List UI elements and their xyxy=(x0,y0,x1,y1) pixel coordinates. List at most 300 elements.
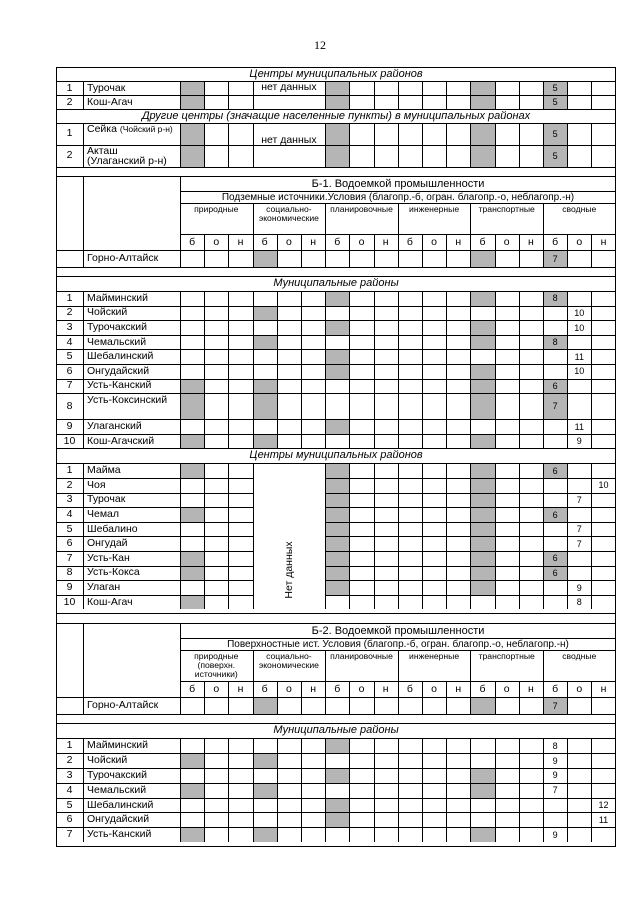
grid-line-v xyxy=(349,798,350,813)
grid-line-v xyxy=(519,812,520,827)
grid-line-v xyxy=(422,738,423,753)
block-title: Б-1. Водоемкой промышленности xyxy=(311,178,485,190)
grid-line-v xyxy=(519,306,520,321)
grid-line-v xyxy=(398,522,399,537)
shaded-cell xyxy=(471,292,494,306)
summary-value: 7 xyxy=(576,524,582,535)
grid-line-v xyxy=(83,551,84,566)
grid-line-v xyxy=(325,335,326,350)
grid-line-v xyxy=(446,81,447,95)
grid-line-v xyxy=(543,478,544,493)
row-name-note: (Чойский р-н) xyxy=(119,124,173,134)
grid-line-v xyxy=(83,393,84,419)
grid-line-v xyxy=(301,768,302,783)
grid-line-v xyxy=(591,250,592,267)
grid-line-v xyxy=(495,393,496,419)
row-name xyxy=(87,146,178,168)
grid-line-v xyxy=(398,393,399,419)
grid-line-v xyxy=(519,566,520,581)
row-name: Усть-Канский xyxy=(87,379,152,392)
section-title: Центры муниципальных районов xyxy=(249,67,423,80)
row-name: Турочак xyxy=(87,81,126,94)
condition-letter: о xyxy=(576,236,583,248)
grid-line-v xyxy=(398,595,399,610)
shaded-cell xyxy=(254,251,277,267)
summary-value: 8 xyxy=(552,293,558,304)
grid-line-v xyxy=(349,393,350,419)
summary-value: 5 xyxy=(552,83,558,93)
summary-value: 6 xyxy=(552,380,558,391)
grid-line-v xyxy=(253,738,254,753)
grid-line-v xyxy=(422,580,423,595)
grid-line-v xyxy=(495,783,496,798)
grid-line-v xyxy=(519,123,520,145)
summary-value: 9 xyxy=(576,436,582,447)
grid-line-v xyxy=(398,434,399,449)
grid-line-v xyxy=(180,320,181,335)
shaded-cell xyxy=(471,769,494,783)
grid-line-v xyxy=(204,551,205,566)
grid-line-v xyxy=(228,551,229,566)
condition-letter: н xyxy=(237,236,244,248)
grid-line-v xyxy=(519,393,520,419)
row-number: 4 xyxy=(66,508,73,520)
section-title: Другие центры (значащие населенные пункты) в муниципальных районах xyxy=(141,109,531,122)
grid-line-v xyxy=(495,306,496,321)
summary-value: 7 xyxy=(576,494,582,505)
grid-line-v xyxy=(228,580,229,595)
summary-value: 10 xyxy=(574,307,585,318)
grid-line-v xyxy=(204,364,205,379)
group-header: сводные xyxy=(562,651,597,662)
grid-line-v xyxy=(567,507,568,522)
grid-line-v xyxy=(374,798,375,813)
grid-line-v xyxy=(398,81,399,95)
shaded-cell xyxy=(326,813,349,827)
group-header: планировочные xyxy=(330,651,393,662)
summary-value: 5 xyxy=(552,151,558,161)
grid-line-v xyxy=(591,507,592,522)
section-title: Центры муниципальных районов xyxy=(249,449,423,462)
row-number: 1 xyxy=(66,464,73,477)
grid-line-v xyxy=(180,335,181,350)
grid-line-v xyxy=(349,827,350,842)
grid-line-v xyxy=(422,123,423,145)
row-number: 5 xyxy=(66,798,73,811)
condition-letter: о xyxy=(358,236,365,248)
grid-line-v xyxy=(543,798,544,813)
row-number: 1 xyxy=(66,127,73,139)
grid-line-v xyxy=(301,827,302,842)
section-title: Муниципальные районы xyxy=(273,724,399,737)
shaded-cell xyxy=(326,124,349,145)
grid-line-v xyxy=(277,335,278,350)
grid-line-v xyxy=(422,507,423,522)
shaded-cell xyxy=(471,552,494,566)
grid-line-v xyxy=(301,250,302,267)
grid-line-v xyxy=(495,320,496,335)
grid-line-v xyxy=(591,434,592,449)
grid-line-v xyxy=(398,250,399,267)
grid-line-v xyxy=(591,81,592,95)
grid-line-v xyxy=(446,349,447,364)
grid-line-v xyxy=(83,783,84,798)
grid-line-v xyxy=(591,320,592,335)
grid-line-v xyxy=(446,738,447,753)
grid-line-v xyxy=(204,419,205,434)
grid-line-v xyxy=(398,738,399,753)
grid-line-v xyxy=(446,379,447,394)
grid-line-v xyxy=(422,812,423,827)
grid-line-v xyxy=(374,738,375,753)
summary-value: 11 xyxy=(598,814,609,825)
condition-letter: о xyxy=(503,683,510,696)
condition-letter: б xyxy=(334,683,341,696)
grid-line-v xyxy=(567,768,568,783)
grid-line-v xyxy=(374,463,375,478)
table-border-bottom xyxy=(56,846,616,847)
grid-line-v xyxy=(374,783,375,798)
grid-line-v xyxy=(422,349,423,364)
grid-line-v xyxy=(591,463,592,478)
grid-line-v xyxy=(83,463,84,478)
grid-line-v xyxy=(446,463,447,478)
grid-line-v xyxy=(277,434,278,449)
grid-line-v xyxy=(470,738,471,753)
row-name-main: Сейка xyxy=(87,123,120,135)
grid-line-v xyxy=(349,349,350,364)
row-number: 9 xyxy=(66,420,73,432)
grid-line-v xyxy=(495,349,496,364)
grid-line-v xyxy=(325,434,326,449)
condition-letter: б xyxy=(552,683,559,696)
grid-line-v xyxy=(204,812,205,827)
grid-line-v xyxy=(591,753,592,768)
grid-line-v xyxy=(591,566,592,581)
row-number: 8 xyxy=(66,399,73,412)
row-name: Шебалинский xyxy=(87,350,154,363)
row-number: 1 xyxy=(66,81,73,94)
grid-line-v xyxy=(301,306,302,321)
condition-letter: о xyxy=(431,683,438,696)
grid-line-v xyxy=(374,393,375,419)
grid-line-v xyxy=(301,379,302,394)
grid-line-v xyxy=(301,393,302,419)
row-name: Усть-Кокса xyxy=(87,566,140,579)
shaded-cell xyxy=(254,435,277,449)
grid-line-v xyxy=(398,349,399,364)
grid-line-v xyxy=(83,798,84,813)
grid-line-v xyxy=(374,95,375,109)
grid-line-v xyxy=(349,595,350,610)
grid-line-v xyxy=(277,827,278,842)
grid-line-v xyxy=(567,81,568,95)
summary-value: 6 xyxy=(552,567,558,578)
grid-line-v xyxy=(495,827,496,842)
row-number: 7 xyxy=(66,828,73,841)
grid-line-v xyxy=(325,697,326,714)
grid-line-v xyxy=(422,306,423,321)
grid-line-v xyxy=(495,566,496,581)
row-name: Улаганский xyxy=(87,420,142,432)
row-name: Чойский xyxy=(87,306,128,319)
shaded-cell xyxy=(471,96,494,109)
grid-line-v xyxy=(591,493,592,508)
grid-line-v xyxy=(422,95,423,109)
shaded-cell xyxy=(471,567,494,581)
grid-line-v xyxy=(228,522,229,537)
row-number: 7 xyxy=(66,379,73,392)
grid-line-v xyxy=(277,291,278,306)
grid-line-v xyxy=(228,753,229,768)
shaded-cell xyxy=(471,124,494,145)
grid-line-v xyxy=(349,335,350,350)
shaded-cell xyxy=(181,380,204,394)
row-name: Турочак xyxy=(87,493,126,506)
row-number: 3 xyxy=(66,321,73,333)
grid-line-v xyxy=(398,798,399,813)
grid-line-v xyxy=(446,364,447,379)
row-name: Усть-Канский xyxy=(87,828,152,841)
grid-line-v xyxy=(204,738,205,753)
condition-letter: о xyxy=(358,683,365,696)
row-number: 2 xyxy=(66,306,73,319)
row-number: 3 xyxy=(66,768,73,781)
summary-value: 10 xyxy=(574,366,585,377)
grid-line-v xyxy=(398,768,399,783)
grid-line-v xyxy=(180,738,181,753)
grid-line-v xyxy=(301,291,302,306)
summary-value: 9 xyxy=(552,829,558,840)
grid-line-v xyxy=(470,349,471,364)
grid-line-v xyxy=(591,419,592,434)
row-number: 3 xyxy=(66,493,73,506)
shaded-cell xyxy=(471,380,494,394)
grid-line-v xyxy=(591,364,592,379)
row-number: 7 xyxy=(66,551,73,564)
grid-line-v xyxy=(398,463,399,478)
shaded-cell xyxy=(471,464,494,478)
grid-line-v xyxy=(277,783,278,798)
row-name: Усть-Коксинский xyxy=(87,394,168,407)
summary-value: 10 xyxy=(574,322,585,333)
condition-letter: б xyxy=(406,683,413,696)
group-header: природные (поверхн. источники) xyxy=(194,651,239,680)
shaded-cell xyxy=(181,784,204,798)
grid-line-v xyxy=(398,291,399,306)
grid-line-v xyxy=(446,768,447,783)
grid-line-v xyxy=(519,536,520,551)
condition-letter: б xyxy=(552,236,559,248)
summary-value: 9 xyxy=(552,755,558,766)
grid-line-v xyxy=(228,768,229,783)
grid-line-v xyxy=(180,536,181,551)
grid-line-v xyxy=(180,291,181,306)
grid-line-v xyxy=(325,753,326,768)
grid-line-v xyxy=(301,335,302,350)
grid-line-v xyxy=(470,595,471,610)
grid-line-v xyxy=(374,768,375,783)
grid-line-v xyxy=(446,95,447,109)
grid-line-v xyxy=(567,95,568,109)
condition-letter: б xyxy=(261,683,268,696)
grid-line-v xyxy=(301,697,302,714)
grid-line-v xyxy=(83,379,84,394)
grid-line-v xyxy=(325,306,326,321)
grid-line-v xyxy=(495,697,496,714)
grid-line-v xyxy=(301,798,302,813)
grid-line-v xyxy=(228,478,229,493)
grid-line-v xyxy=(495,768,496,783)
grid-line-v xyxy=(567,798,568,813)
grid-line-v xyxy=(204,783,205,798)
grid-line-v xyxy=(349,738,350,753)
grid-line-v xyxy=(228,349,229,364)
grid-line-v xyxy=(374,493,375,508)
grid-line-v xyxy=(349,95,350,109)
grid-line-v xyxy=(398,335,399,350)
row-name: Онгудайский xyxy=(87,813,150,826)
grid-line-v xyxy=(349,536,350,551)
condition-letter: б xyxy=(189,236,196,248)
grid-line-v xyxy=(277,306,278,321)
grid-line-v xyxy=(374,595,375,610)
condition-letter: б xyxy=(479,683,486,696)
grid-line-v xyxy=(567,335,568,350)
summary-value: 11 xyxy=(574,351,584,362)
grid-line-v xyxy=(83,349,84,364)
shaded-cell xyxy=(471,251,494,267)
row-number: 9 xyxy=(66,581,73,593)
grid-line-v xyxy=(253,320,254,335)
grid-line-v xyxy=(398,697,399,714)
grid-line-v xyxy=(422,364,423,379)
grid-line-v xyxy=(567,123,568,145)
grid-line-v xyxy=(446,335,447,350)
row-name: Горно-Алтайск xyxy=(87,699,159,712)
grid-line-h xyxy=(56,267,616,268)
grid-line-v xyxy=(349,753,350,768)
grid-line-v xyxy=(446,320,447,335)
grid-line-v xyxy=(83,827,84,842)
grid-line-v xyxy=(591,551,592,566)
grid-line-v xyxy=(349,379,350,394)
grid-line-v xyxy=(374,335,375,350)
row-number: 5 xyxy=(66,522,73,535)
grid-line-v xyxy=(301,419,302,434)
grid-line-v xyxy=(519,349,520,364)
row-number: 1 xyxy=(66,739,73,752)
grid-line-v xyxy=(83,335,84,350)
grid-line-v xyxy=(567,783,568,798)
grid-line-v xyxy=(349,81,350,95)
grid-line-v xyxy=(519,551,520,566)
grid-line-v xyxy=(349,580,350,595)
grid-line-v xyxy=(83,145,84,167)
grid-line-v xyxy=(495,379,496,394)
group-header: транспортные xyxy=(478,651,535,662)
grid-line-v xyxy=(349,145,350,167)
grid-line-v xyxy=(253,349,254,364)
shaded-cell xyxy=(471,523,494,537)
grid-line-v xyxy=(422,551,423,566)
grid-line-v xyxy=(446,827,447,842)
grid-line-v xyxy=(446,798,447,813)
grid-line-v xyxy=(567,379,568,394)
grid-line-v xyxy=(349,493,350,508)
grid-line-v xyxy=(325,827,326,842)
shaded-cell xyxy=(326,508,349,522)
grid-line-v xyxy=(325,379,326,394)
row-name: Горно-Алтайск xyxy=(87,252,159,264)
grid-line-v xyxy=(422,697,423,714)
grid-line-v xyxy=(591,738,592,753)
row-number: 2 xyxy=(66,754,73,767)
row-number: 6 xyxy=(66,537,73,550)
summary-value: 8 xyxy=(552,337,558,348)
grid-line-v xyxy=(495,536,496,551)
grid-line-v xyxy=(591,595,592,610)
grid-line-v xyxy=(349,551,350,566)
grid-line-h xyxy=(56,176,616,177)
grid-line-v xyxy=(277,798,278,813)
grid-line-v xyxy=(228,291,229,306)
grid-line-v xyxy=(374,566,375,581)
grid-line-v xyxy=(204,291,205,306)
summary-value: 9 xyxy=(552,770,558,781)
grid-line-v xyxy=(204,566,205,581)
grid-line-v xyxy=(349,697,350,714)
grid-line-v xyxy=(422,798,423,813)
grid-line-v xyxy=(374,827,375,842)
shaded-cell xyxy=(471,82,494,95)
grid-line-v xyxy=(446,306,447,321)
grid-line-v xyxy=(374,250,375,267)
grid-line-v xyxy=(519,595,520,610)
grid-line-v xyxy=(180,349,181,364)
grid-line-v xyxy=(543,364,544,379)
grid-line-v xyxy=(277,768,278,783)
shaded-cell xyxy=(471,365,494,379)
grid-line-v xyxy=(253,463,254,609)
grid-line-v xyxy=(325,463,326,609)
grid-line-v xyxy=(422,478,423,493)
grid-line-v xyxy=(204,123,205,145)
grid-line-v xyxy=(495,580,496,595)
grid-line-v xyxy=(349,419,350,434)
row-number: 1 xyxy=(66,291,73,304)
row-number: 4 xyxy=(66,783,73,796)
shaded-cell xyxy=(326,799,349,813)
condition-letter: н xyxy=(382,236,389,248)
grid-line-v xyxy=(398,536,399,551)
shaded-cell xyxy=(471,146,494,167)
grid-line-v xyxy=(325,393,326,419)
summary-value: 6 xyxy=(552,553,558,564)
grid-line-v xyxy=(228,364,229,379)
grid-line-v xyxy=(495,507,496,522)
shaded-cell xyxy=(181,435,204,449)
grid-line-v xyxy=(253,768,254,783)
grid-line-v xyxy=(591,783,592,798)
grid-line-v xyxy=(398,478,399,493)
grid-line-v xyxy=(180,798,181,813)
shaded-cell xyxy=(326,292,349,306)
grid-line-v xyxy=(83,623,84,697)
grid-line-v xyxy=(519,738,520,753)
grid-line-v xyxy=(495,81,496,95)
row-name: Чоя xyxy=(87,478,106,491)
